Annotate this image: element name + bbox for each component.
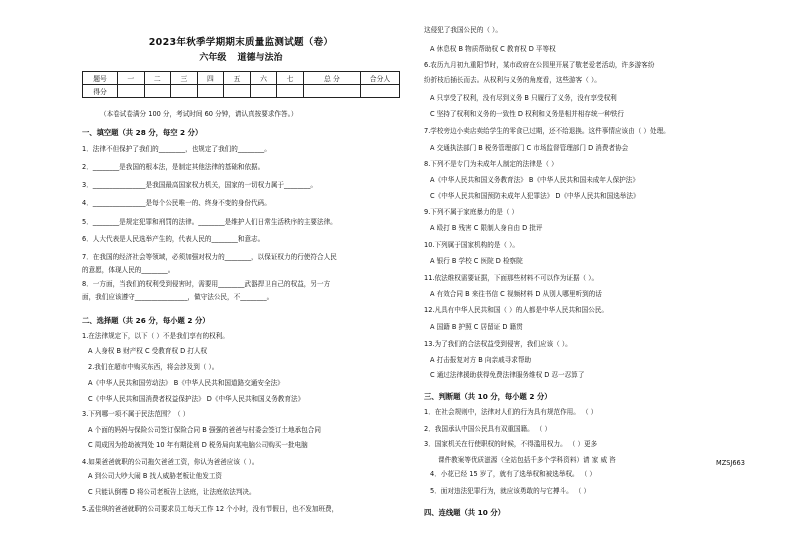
score-cell: 六 xyxy=(250,72,277,85)
question-line: A 打击报复对方 B 向亲戚寻求帮助 xyxy=(430,356,532,364)
question-line: A 个面的妈妈与保险公司签订保险合同 B 强强的爸爸与村委会签订土地承包合同 xyxy=(88,426,321,434)
question-line: 6.农历九月初九重阳节时，某市政府在公园里开展了敬老爱老活动，许多游客纷 xyxy=(424,61,655,69)
score-table-score-row xyxy=(83,85,400,98)
question-line: 5．________是规定犯罪和刑罚的法律。________是维护人们日常生活秩序的主要法律。 xyxy=(82,218,337,226)
question-line: 纷折枝后插长而去。从权利与义务的角度看，这些游客（ ）。 xyxy=(424,76,601,84)
score-cell: 合分人 xyxy=(361,72,400,85)
score-cell: 五 xyxy=(224,72,251,85)
question-line: A 只享受了权利，没有尽到义务 B 只履行了义务，没有享受权利 xyxy=(430,94,617,102)
question-line: 7．在我国的经济社会等领域，必须加强对权力的________，以保证权力的行使符合人民 xyxy=(82,253,337,261)
question-line: 的意愿，体现人民的________。 xyxy=(82,266,175,274)
score-cell: 得分 xyxy=(83,85,118,98)
score-cell: 四 xyxy=(197,72,224,85)
score-input-cell[interactable] xyxy=(118,85,145,98)
score-input-cell[interactable] xyxy=(250,85,277,98)
question-line: 这侵犯了我国公民的（ ）。 xyxy=(424,26,502,34)
question-line: C 周成因为抢劫被判处 10 年有期徒刑 D 税务局向某电脑公司购买一批电脑 xyxy=(88,441,308,449)
section-heading: 二、选择题（共 26 分，每小题 2 分） xyxy=(82,316,210,325)
question-line: A 银行 B 学校 C 医院 D 检察院 xyxy=(430,257,523,265)
section-heading: 三、判断题（共 10 分，每小题 2 分） xyxy=(424,392,552,401)
question-line: 4．________________是每个公民唯一的、终身不变的身份代码。 xyxy=(82,199,271,207)
question-line: 1．法律不但保护了我们的________，也规定了我们的________。 xyxy=(82,145,271,153)
exam-subtitle: 六年级 道德与法治 xyxy=(199,53,283,63)
score-cell: 总 分 xyxy=(303,72,360,85)
question-line: 5.孟佳琪的爸爸就职的公司要求员工每天工作 12 个小时，没有节假日，也不发加班费， xyxy=(82,505,339,513)
question-line: 2．我国承认中国公民具有双重国籍。 （ ） xyxy=(424,425,552,433)
question-line: A《中华人民共和国劳动法》 B《中华人民共和国道路交通安全法》 xyxy=(88,379,284,387)
exam-title: 2023年秋季学期期末质量监测试题（卷） xyxy=(148,37,334,48)
score-input-cell[interactable] xyxy=(144,85,171,98)
exam-note: （本卷试卷满分 100 分，考试时间 60 分钟，请认真按要求作答。） xyxy=(100,110,298,118)
question-line: C 只能认倒霉 D 将公司老板告上法庭，让法庭依法判决。 xyxy=(88,488,256,496)
question-line: 面，我们应该遵守________________，做守法公民，不________。 xyxy=(82,293,274,301)
score-cell: 七 xyxy=(277,72,304,85)
question-line: 4．小花已经 15 岁了，就有了选举权和被选举权。 （ ） xyxy=(430,470,597,478)
score-table xyxy=(82,71,400,98)
question-line: 2.我们在超市中购买东西，将会涉及到（ ）。 xyxy=(88,363,219,371)
question-line: C 坚持了权利和义务的一致性 D 权利和义务是相并相存统一种铁行 xyxy=(430,110,624,118)
score-input-cell[interactable] xyxy=(224,85,251,98)
question-line: 11.依法维权需要证据，下面那些材料不可以作为证据（ ）。 xyxy=(424,274,599,282)
question-line: A 交通执法部门 B 税务管理部门 C 市场监督管理部门 D 消费者协会 xyxy=(430,144,629,152)
score-input-cell[interactable] xyxy=(197,85,224,98)
question-line: 6．人大代表是人民选举产生的，代表人民的________和意志。 xyxy=(82,235,265,243)
score-cell: 题号 xyxy=(83,72,118,85)
score-input-cell[interactable] xyxy=(361,85,400,98)
question-line: A 人身权 B 财产权 C 受教育权 D 打人权 xyxy=(88,347,208,355)
score-cell: 一 xyxy=(118,72,145,85)
question-line: 8.下列不是专门为未成年人制定的法律是（ ） xyxy=(424,160,558,168)
question-line: C《中华人民共和国预防未成年人犯罪法》 D《中华人民共和国选举法》 xyxy=(430,192,640,200)
question-line: 4.如果爸爸就职的公司拖欠爸爸工资，你认为爸爸应该（ ）。 xyxy=(82,458,259,466)
question-line: A 殴打 B 残害 C 限制人身自由 D 批评 xyxy=(430,224,543,232)
question-line: 13.为了我们的合法权益受到侵害，我们应该（ ）。 xyxy=(424,340,572,348)
section-heading: 四、连线题（共 10 分） xyxy=(424,508,505,517)
question-line: A 国籍 B 护照 C 居留证 D 籍贯 xyxy=(430,323,523,331)
question-line: 10.下列属于国家机构的是（ ）。 xyxy=(424,241,520,249)
question-line: A 有效合同 B 来往书信 C 视频材料 D 从别人哪里听到的话 xyxy=(430,290,602,298)
section-heading: 一、填空题（共 28 分，每空 2 分） xyxy=(82,128,203,137)
question-line: 7.学校旁边小卖店卖给学生的零食已过期，还不给退换。这件事情应该由（ ）处理。 xyxy=(424,127,670,135)
question-line: C 通过法律援助获得免费法律服务维权 D 忍一忍算了 xyxy=(430,371,585,379)
question-line: A《中华人民共和国义务教育法》 B《中华人民共和国未成年人保护法》 xyxy=(430,176,639,184)
question-line: 9.下列不属于家庭暴力的是（ ） xyxy=(424,208,519,216)
question-line: 1.在法律规定下，以下（ ）不是我们享有的权利。 xyxy=(82,332,229,340)
question-line: 3.下列哪一项不属于民法范围？（ ） xyxy=(82,410,190,418)
question-line: 5．面对违法犯罪行为，就应该勇敢的与它搏斗。 （ ） xyxy=(430,487,591,495)
question-line: A 到公司大吵大闹 B 找人威胁老板让他发工资 xyxy=(88,472,223,480)
watermark-code: MZSJ663 xyxy=(716,459,745,467)
question-line: 3．________________是我国最高国家权力机关，国家的一切权力属于________。 xyxy=(82,181,317,189)
question-line: 3．国家机关在行使职权的时候，不得滥用权力。 （ ）更多 xyxy=(424,440,598,448)
score-cell: 二 xyxy=(144,72,171,85)
score-table-header-row xyxy=(83,72,400,85)
question-line: 1．在社会规则中，法律对人们的行为具有规范作用。 （ ） xyxy=(424,408,598,416)
score-input-cell[interactable] xyxy=(303,85,360,98)
score-input-cell[interactable] xyxy=(277,85,304,98)
question-line: A 休息权 B 物质帮助权 C 教育权 D 平等权 xyxy=(430,45,556,53)
question-line: 2．________是我国的根本法，是制定其他法律的基础和依据。 xyxy=(82,163,265,171)
score-cell: 三 xyxy=(171,72,198,85)
score-input-cell[interactable] xyxy=(171,85,198,98)
question-line: 12.凡具有中华人民共和国（ ）的人都是中华人民共和国公民。 xyxy=(424,306,609,314)
question-line: 课件教案等优质滋源（全站包括千多个学科资料）请 家 威 咨 xyxy=(438,456,616,464)
question-line: C《中华人民共和国消费者权益保护法》 D《中华人民共和国义务教育法》 xyxy=(88,395,305,403)
question-line: 8．一方面，当我们的权利受到侵害时，需要用________武器捍卫自己的权益，另一方 xyxy=(82,280,331,288)
